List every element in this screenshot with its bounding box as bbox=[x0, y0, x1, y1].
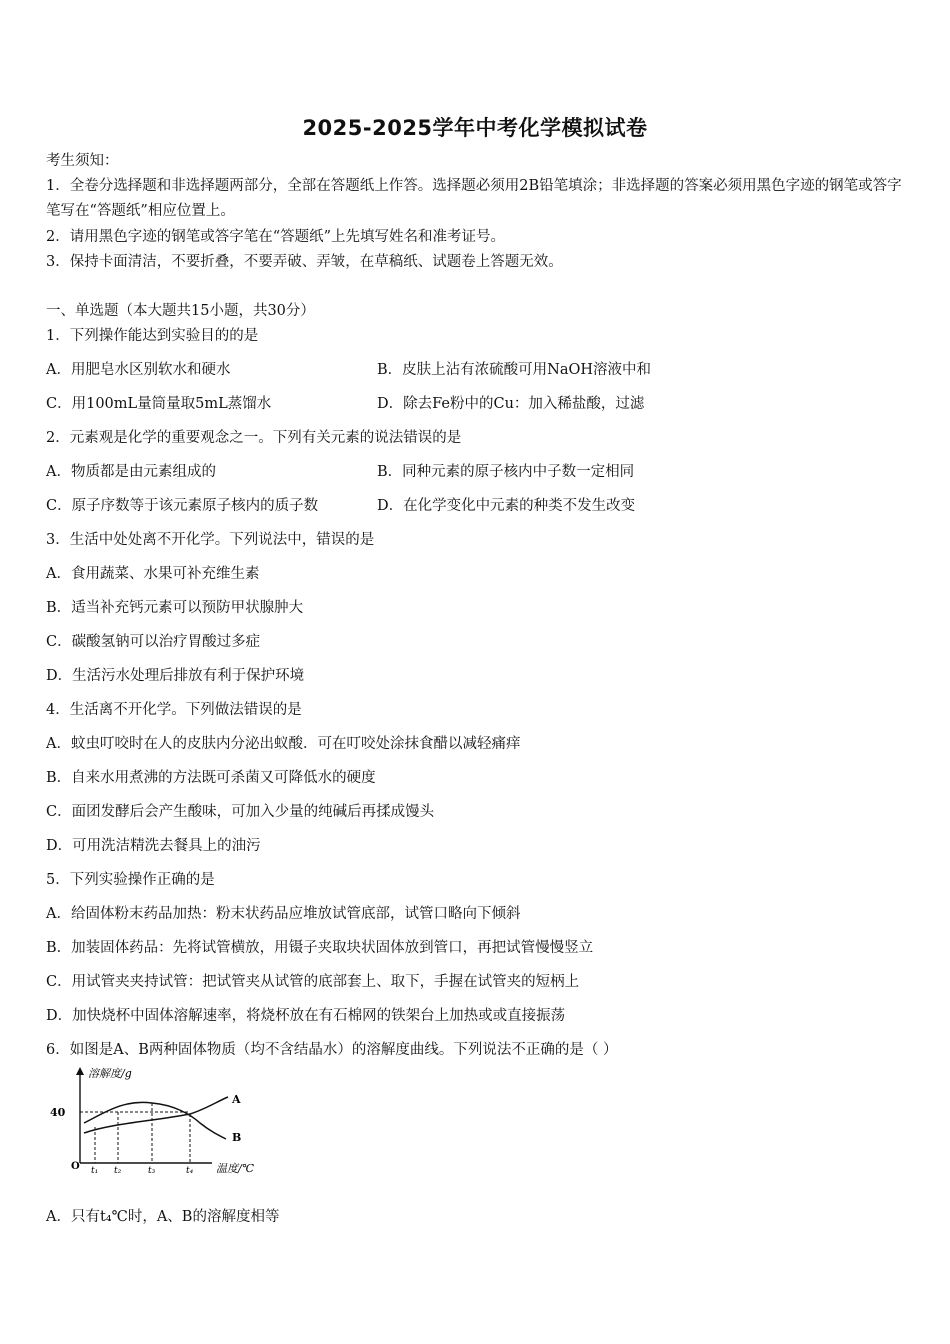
origin-label: O bbox=[71, 1161, 80, 1172]
question-option: C．面团发酵后会产生酸味，可加入少量的纯碱后再揉成馒头 bbox=[46, 804, 435, 820]
question-option: D．在化学变化中元素的种类不发生改变 bbox=[377, 498, 636, 514]
question-option: A．物质都是由元素组成的 bbox=[46, 464, 216, 480]
x-tick-t2: t₂ bbox=[114, 1166, 122, 1176]
y-tick-40: 40 bbox=[50, 1106, 66, 1119]
question-option: D．生活污水处理后排放有利于保护环境 bbox=[46, 668, 305, 684]
question-option: A．食用蔬菜、水果可补充维生素 bbox=[46, 566, 260, 582]
x-tick-t1: t₁ bbox=[91, 1166, 99, 1176]
question-stem: 3．生活中处处离不开化学。下列说法中，错误的是 bbox=[46, 532, 375, 548]
question-option: C．用试管夹夹持试管：把试管夹从试管的底部套上、取下，手握在试管夹的短柄上 bbox=[46, 974, 580, 990]
x-tick-t3: t₃ bbox=[148, 1166, 156, 1176]
question-option: D．除去Fe粉中的Cu：加入稀盐酸，过滤 bbox=[377, 396, 645, 412]
x-tick-t4: t₄ bbox=[186, 1166, 194, 1176]
curve-a-label: A bbox=[232, 1093, 241, 1106]
question-option: B．自来水用煮沸的方法既可杀菌又可降低水的硬度 bbox=[46, 770, 376, 786]
question-stem: 2．元素观是化学的重要观念之一。下列有关元素的说法错误的是 bbox=[46, 430, 462, 446]
question-option: C．碳酸氢钠可以治疗胃酸过多症 bbox=[46, 634, 261, 650]
notice-item-3: 3．保持卡面清洁，不要折叠，不要弄破、弄皱，在草稿纸、试题卷上答题无效。 bbox=[46, 254, 563, 270]
section-heading: 一、单选题（本大题共15小题，共30分） bbox=[46, 303, 315, 319]
question-option: B．适当补充钙元素可以预防甲状腺肿大 bbox=[46, 600, 304, 616]
question-option: D．可用洗洁精洗去餐具上的油污 bbox=[46, 838, 261, 854]
question-stem: 1．下列操作能达到实验目的的是 bbox=[46, 328, 259, 344]
question-option: C．原子序数等于该元素原子核内的质子数 bbox=[46, 498, 319, 514]
question-option: B．同种元素的原子核内中子数一定相同 bbox=[377, 464, 635, 480]
page-title: 2025-2025学年中考化学模拟试卷 bbox=[302, 116, 648, 140]
notice-heading: 考生须知： bbox=[46, 153, 119, 169]
question-stem: 4．生活离不开化学。下列做法错误的是 bbox=[46, 702, 302, 718]
curve-b-label: B bbox=[232, 1131, 242, 1144]
question-option: D．加快烧杯中固体溶解速率，将烧杯放在有石棉网的铁架台上加热或或直接振荡 bbox=[46, 1008, 566, 1024]
question-option: A．给固体粉末药品加热：粉末状药品应堆放试管底部，试管口略向下倾斜 bbox=[46, 906, 521, 922]
question-stem: 6．如图是A、B两种固体物质（均不含结晶水）的溶解度曲线。下列说法不正确的是（ ） bbox=[46, 1042, 618, 1058]
question-option: A．蚊虫叮咬时在人的皮肤内分泌出蚁酸．可在叮咬处涂抹食醋以减轻痛痒 bbox=[46, 736, 521, 752]
notice-item-1: 1．全卷分选择题和非选择题两部分，全部在答题纸上作答。选择题必须用2B铅笔填涂；非选择题的答案必须用黑色字迹的钢笔或答字笔写在“答题纸”相应位置上。 bbox=[46, 178, 902, 219]
y-axis-label: 溶解度/g bbox=[88, 1067, 132, 1080]
notice-item-2: 2．请用黑色字迹的钢笔或答字笔在“答题纸”上先填写姓名和准考证号。 bbox=[46, 229, 506, 245]
solubility-curve-figure bbox=[44, 1065, 294, 1177]
question-option: A．只有t₄℃时，A、B的溶解度相等 bbox=[46, 1209, 280, 1225]
question-option: B．加装固体药品：先将试管横放，用镊子夹取块状固体放到管口，再把试管慢慢竖立 bbox=[46, 940, 594, 956]
question-option: C．用100mL量筒量取5mL蒸馏水 bbox=[46, 396, 272, 412]
question-option: A．用肥皂水区别软水和硬水 bbox=[46, 362, 231, 378]
question-stem: 5．下列实验操作正确的是 bbox=[46, 872, 215, 888]
x-axis-label: 温度/℃ bbox=[216, 1162, 255, 1175]
y-axis-arrow bbox=[76, 1067, 84, 1075]
question-option: B．皮肤上沾有浓硫酸可用NaOH溶液中和 bbox=[377, 362, 652, 378]
